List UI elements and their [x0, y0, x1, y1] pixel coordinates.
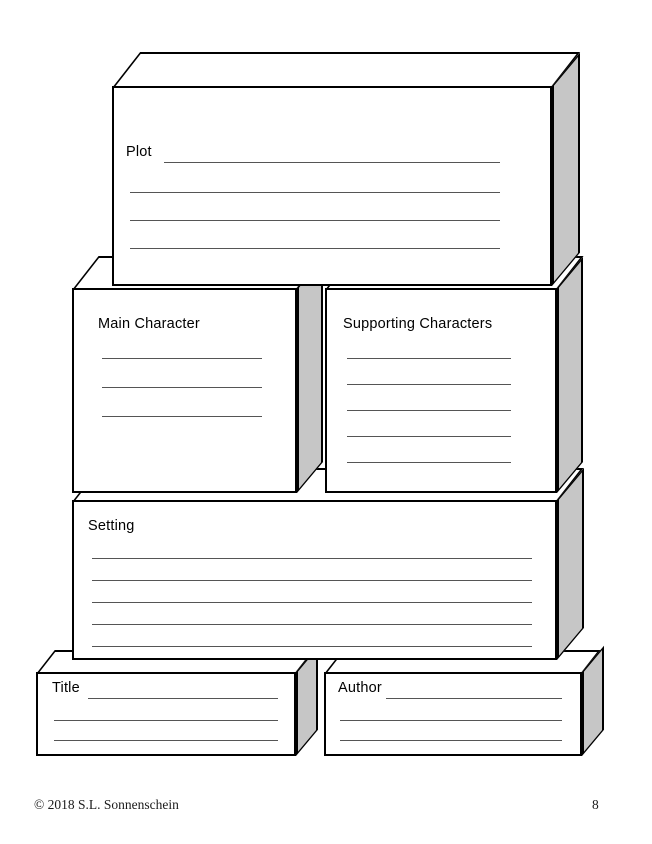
block-title-label: Title	[52, 680, 80, 696]
block-setting	[72, 500, 557, 660]
block-title-line-2	[54, 720, 278, 721]
block-supporting-characters	[325, 288, 557, 493]
block-plot	[112, 86, 552, 286]
block-main-character-line-2	[102, 387, 262, 388]
block-plot-line-2	[130, 192, 500, 193]
block-author-line-2	[340, 720, 562, 721]
block-author-line-1	[386, 698, 562, 699]
block-setting-line-4	[92, 624, 532, 625]
block-supporting-characters-line-2	[347, 384, 511, 385]
block-plot-line-4	[130, 248, 500, 249]
block-supporting-characters-side-face	[557, 257, 583, 493]
block-main-character-line-1	[102, 358, 262, 359]
block-supporting-characters-line-3	[347, 410, 511, 411]
block-title-line-3	[54, 740, 278, 741]
block-author-label: Author	[338, 680, 382, 696]
block-plot-side-face	[552, 53, 580, 286]
block-supporting-characters-label: Supporting Characters	[343, 316, 493, 332]
footer-copyright: © 2018 S.L. Sonnenschein	[34, 797, 179, 812]
block-setting-line-5	[92, 646, 532, 647]
block-setting-line-3	[92, 602, 532, 603]
block-title	[36, 672, 296, 756]
block-supporting-characters-line-4	[347, 436, 511, 437]
block-author-line-3	[340, 740, 562, 741]
block-setting-line-2	[92, 580, 532, 581]
block-main-character-line-3	[102, 416, 262, 417]
block-plot-line-1	[164, 162, 500, 163]
block-setting-line-1	[92, 558, 532, 559]
block-main-character	[72, 288, 297, 493]
block-author	[324, 672, 582, 756]
block-plot-top-face	[112, 52, 580, 88]
footer-page-number: 8	[592, 797, 599, 812]
block-title-line-1	[88, 698, 278, 699]
block-main-character-side-face	[297, 257, 323, 493]
block-setting-label: Setting	[88, 518, 135, 534]
block-plot-front-face	[112, 86, 552, 286]
block-plot-line-3	[130, 220, 500, 221]
block-supporting-characters-line-1	[347, 358, 511, 359]
block-plot-label: Plot	[126, 144, 152, 160]
block-supporting-characters-line-5	[347, 462, 511, 463]
block-setting-side-face	[557, 468, 584, 660]
block-main-character-label: Main Character	[98, 316, 200, 332]
